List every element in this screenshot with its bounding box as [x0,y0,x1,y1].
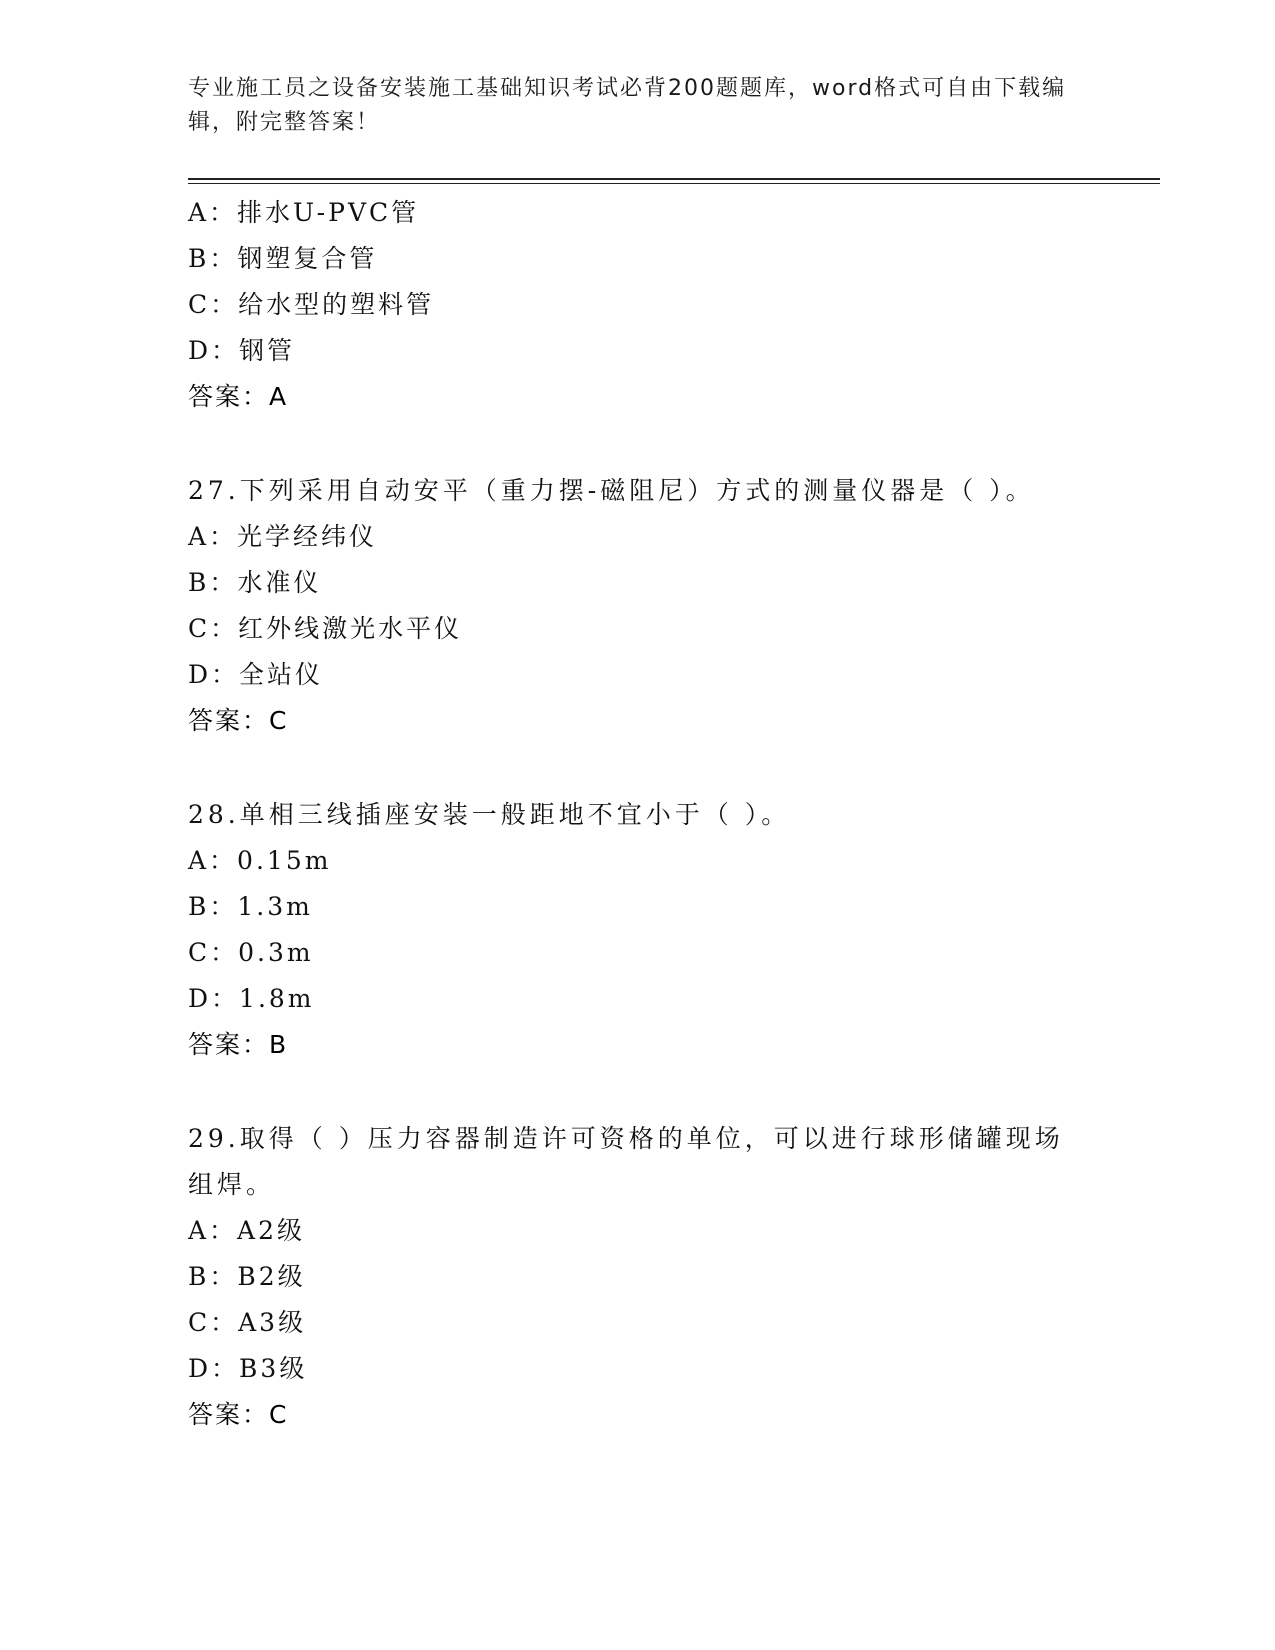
option-c: C：红外线激光水平仪 [188,614,463,643]
question-title: 27.下列采用自动安平（重力摆-磁阻尼）方式的测量仪器是（ ）。 [188,476,1035,505]
option-b: B：1.3m [188,892,313,921]
option-d: D：全站仪 [188,660,324,689]
option-b: B：B2级 [188,1262,306,1291]
option-b: B：水准仪 [188,568,322,597]
answer-line: 答案：C [188,1400,289,1429]
option-a: A：0.15m [188,846,332,875]
option-d: D：钢管 [188,336,296,365]
answer-line: 答案：A [188,382,289,411]
option-a: A：排水U-PVC管 [188,198,420,227]
question-block-29 [188,1116,1088,1438]
spacer [188,1068,1088,1116]
option-d: D：B3级 [188,1354,308,1383]
answer-line: 答案：B [188,1030,289,1059]
option-c: C：0.3m [188,938,314,967]
option-d: D：1.8m [188,984,315,1013]
question-block-27 [188,468,1088,744]
question-block-partial [188,190,1088,420]
option-a: A：光学经纬仪 [188,522,378,551]
header-divider-thin [188,183,1160,184]
spacer [188,744,1088,792]
option-b: B：钢塑复合管 [188,244,378,273]
question-list [188,190,1088,1438]
question-title: 28.单相三线插座安装一般距地不宜小于（ ）。 [188,800,791,829]
question-title: 29.取得（ ）压力容器制造许可资格的单位，可以进行球形储罐现场组焊。 [188,1124,1064,1199]
question-block-28 [188,792,1088,1068]
header-divider [188,178,1160,180]
option-c: C：给水型的塑料管 [188,290,435,319]
document-header: 专业施工员之设备安装施工基础知识考试必背200题题库，word格式可自由下载编辑，附完整答案！ [188,76,1067,135]
option-a: A：A2级 [188,1216,306,1245]
answer-line: 答案：C [188,706,289,735]
spacer [188,420,1088,468]
option-c: C：A3级 [188,1308,307,1337]
